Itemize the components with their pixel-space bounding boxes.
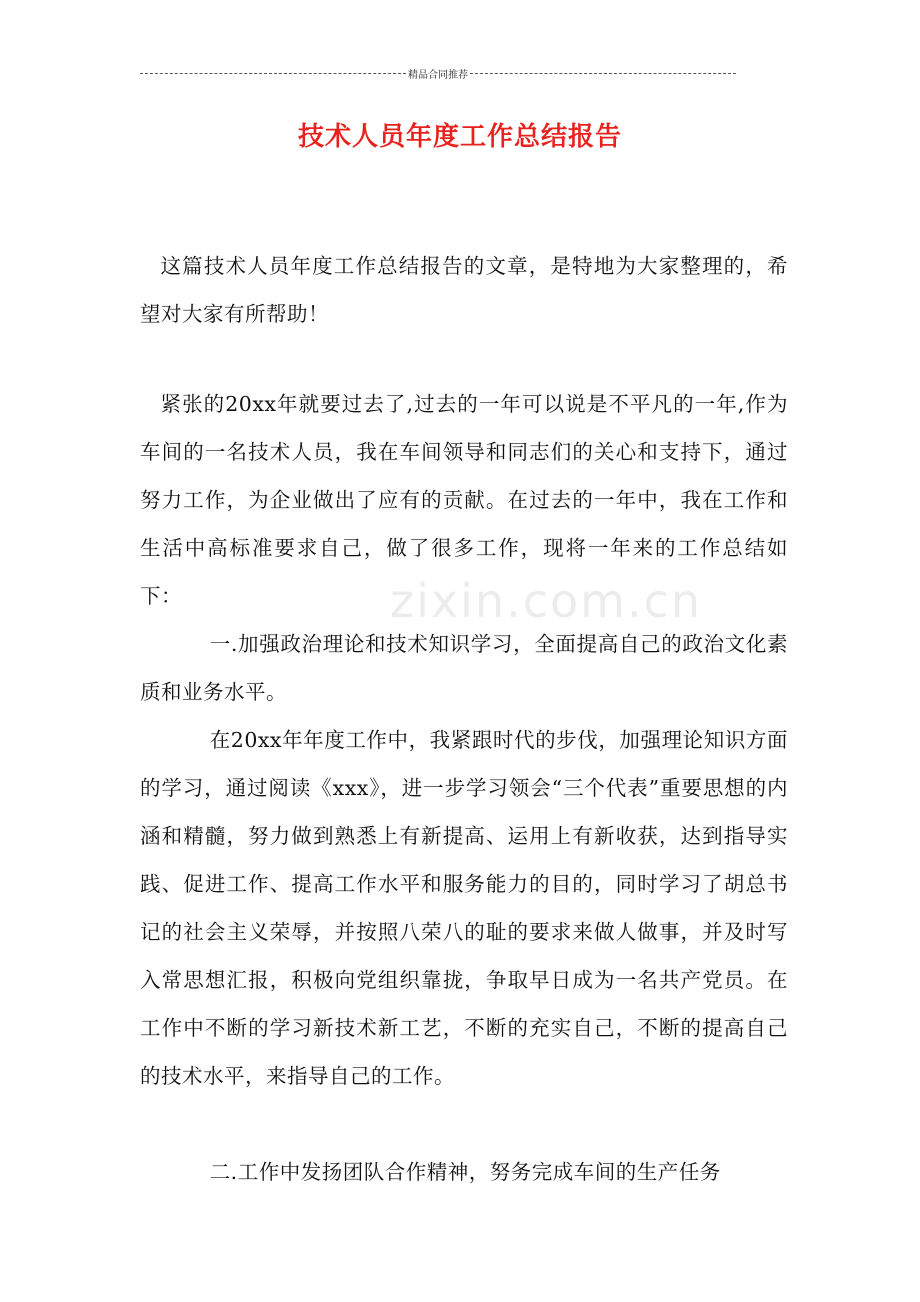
header-dash-left	[140, 73, 406, 74]
opening-paragraph: 紧张的20xx年就要过去了,过去的一年可以说是不平凡的一年,作为车间的一名技术人员，我在车间领导和同志们的关心和支持下，通过努力工作，为企业做出了应有的贡献。在过去的一年中，我在工作和生活中高标准要求自己，做了很多工作，现将一年来的工作总结如下：	[140, 392, 788, 608]
header-label: 精品合同推荐	[408, 70, 468, 81]
document-title: 技术人员年度工作总结报告	[297, 122, 622, 152]
section-two-heading: 二.工作中发扬团队合作精神，努务完成车间的生产任务	[209, 1160, 721, 1184]
section-one-body: 在20xx年年度工作中，我紧跟时代的步伐，加强理论知识方面的学习，通过阅读《xxx》，进一步学习领会“三个代表”重要思想的内涵和精髓，努力做到熟悉上有新提高、运用上有新收获，达到指导实践、促进工作、提高工作水平和服务能力的目的，同时学习了胡总书记的社会主义荣辱，并按照八荣八的耻的要求来做人做事，并及时写入常思想汇报，积极向党组织靠拢，争取早日成为一名共产党员。在工作中不断的学习新技术新工艺，不断的充实自己，不断的提高自己的技术水平，来指导自己的工作。	[140, 728, 788, 1088]
intro-paragraph: 这篇技术人员年度工作总结报告的文章，是特地为大家整理的，希望对大家有所帮助！	[140, 254, 788, 326]
header-rule	[140, 66, 736, 81]
header-dash-right	[470, 73, 736, 74]
watermark: zixin.com.cn	[390, 574, 703, 628]
section-one-heading: 一.加强政治理论和技术知识学习，全面提高自己的政治文化素质和业务水平。	[140, 632, 788, 704]
